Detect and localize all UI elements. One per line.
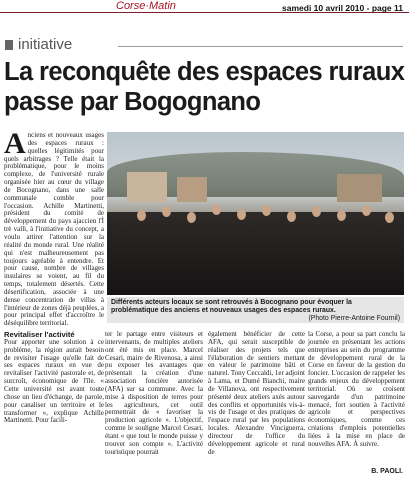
article-photo <box>107 132 404 295</box>
caption-text: Différents acteurs locaux se sont retrouvés à Bocognano pour évoquer la problématique des anciens et nouveaux usages des espaces ruraux. <box>111 299 352 314</box>
person-head <box>262 205 271 216</box>
article-column-4: la Corse, a pour sa part conclu la journée en présentant les actions entreprises au sein du programme de développement rural de la Corse en faveur de la gestion du foncier. L'occasion de rappeler les grands enjeux du développement territorial. Où se croisent sauvegarde d'un patrimoine menacé, fort soutien à l'activité agricole et perspectives économiques, comme ces créations d'emplois potentielles liées à la mise en place de nouvelles AFA. À suivre. <box>308 330 405 448</box>
person-head <box>385 212 394 223</box>
photo-building <box>177 177 207 202</box>
person-head <box>337 210 346 221</box>
section-rule <box>118 46 403 47</box>
person-head <box>187 212 196 223</box>
person-head <box>237 209 246 220</box>
dropcap: A <box>4 127 26 160</box>
section-label: initiative <box>18 36 73 53</box>
article-column-1 <box>4 127 104 425</box>
person-head <box>287 211 296 222</box>
person-head <box>162 206 171 217</box>
photo-building <box>337 174 382 202</box>
person-head <box>362 205 371 216</box>
person-head <box>137 210 146 221</box>
byline: B. PAOLI. <box>371 468 403 475</box>
photo-group-of-people <box>107 212 404 295</box>
square-bullet-icon <box>5 40 13 50</box>
date-page-label: samedi 10 avril 2010 - page 11 <box>282 3 403 13</box>
article-subhead: Revitaliser l'activité <box>4 330 75 340</box>
person-head <box>212 204 221 215</box>
article-column-3: également bénéficier de cette AFA, qui serait susceptible de réaliser des projets tels que l'élaboration de sentiers mettant en valeur le patrimoine bâti et naturel. Tony Ceccaldi, 1er adjoint à Lama, et Dumé Bianchi, maire de Villanova, ont respectivement présenté deux ateliers axés autour des conflits et opportunités vis-à-vis de l'usage et des pratiques de l'espace rural par les populations locales. Alexandre Vinciguerra, directeur de l'office du développement agricole et rural de <box>208 330 305 456</box>
person-head <box>312 206 321 217</box>
article-paragraph: nciens et nouveaux usages des espaces ruraux : quelles légitimités pour quels arbitrages ? Telle était la problématique, pour le moins complexe, de l'université rurale organisée hier au cœur du village de Bocognano, dans une salle communale comble pour l'occasion. Achille Martinetti, président du comité de développement du pays ajaccien l'Ì trè valli, à l'initiative du concept, a voulu attirer l'attention sur la réalité du monde rural. Une réalité qui n'est malheureusement pas toujours agréable à entendre. Et pour cause, nombre de villages insulaires se voient, au fil du temps, totalement désertés. Cette désertification, associée à une dense concentration de villas à l'intérieur de zones déjà peuplées, a pour principal effet d'accroître le déséquilibre territorial. <box>4 131 104 328</box>
section-heading <box>5 36 72 53</box>
article-column-2: ter le partage entre visiteurs et intervenants, de multiples ateliers ont été mis en place. Marcel Cesari, maire de Rivenosa, a ainsi pu exposer les avantages que présentait la création d'une association foncière autorisée (AFA) sur sa commune. Avec la mise à disposition de terres pour les agriculteurs, cet outil permettrait de « favoriser la production agricole ». L'objectif, comme le souligne Marcel Cesari, étant « que tout le monde puisse y trouver son compte ». L'activité touristique pourrait <box>105 330 203 456</box>
photo-caption <box>107 297 404 323</box>
headline: La reconquête des espaces ruraux passe par Bogognano <box>4 58 405 116</box>
masthead <box>0 0 409 18</box>
newspaper-logo: Corse·Matin <box>116 0 176 12</box>
article-paragraph: Pour apporter une solution à ce problème, la région aurait besoin de revisiter l'usage qu'elle fait de ses espaces ruraux en vue de revitaliser l'activité pastorale et, de surcroît, économique de l'île. « Cette université est avant toute chose un lieu d'échange, de parole, pour canaliser un territoire et le transformer », explique Achille Martinetti. Pour facili- <box>4 337 104 425</box>
photo-building <box>127 172 167 202</box>
photo-credit: (Photo Pierre-Antoine Fournil) <box>308 315 400 322</box>
